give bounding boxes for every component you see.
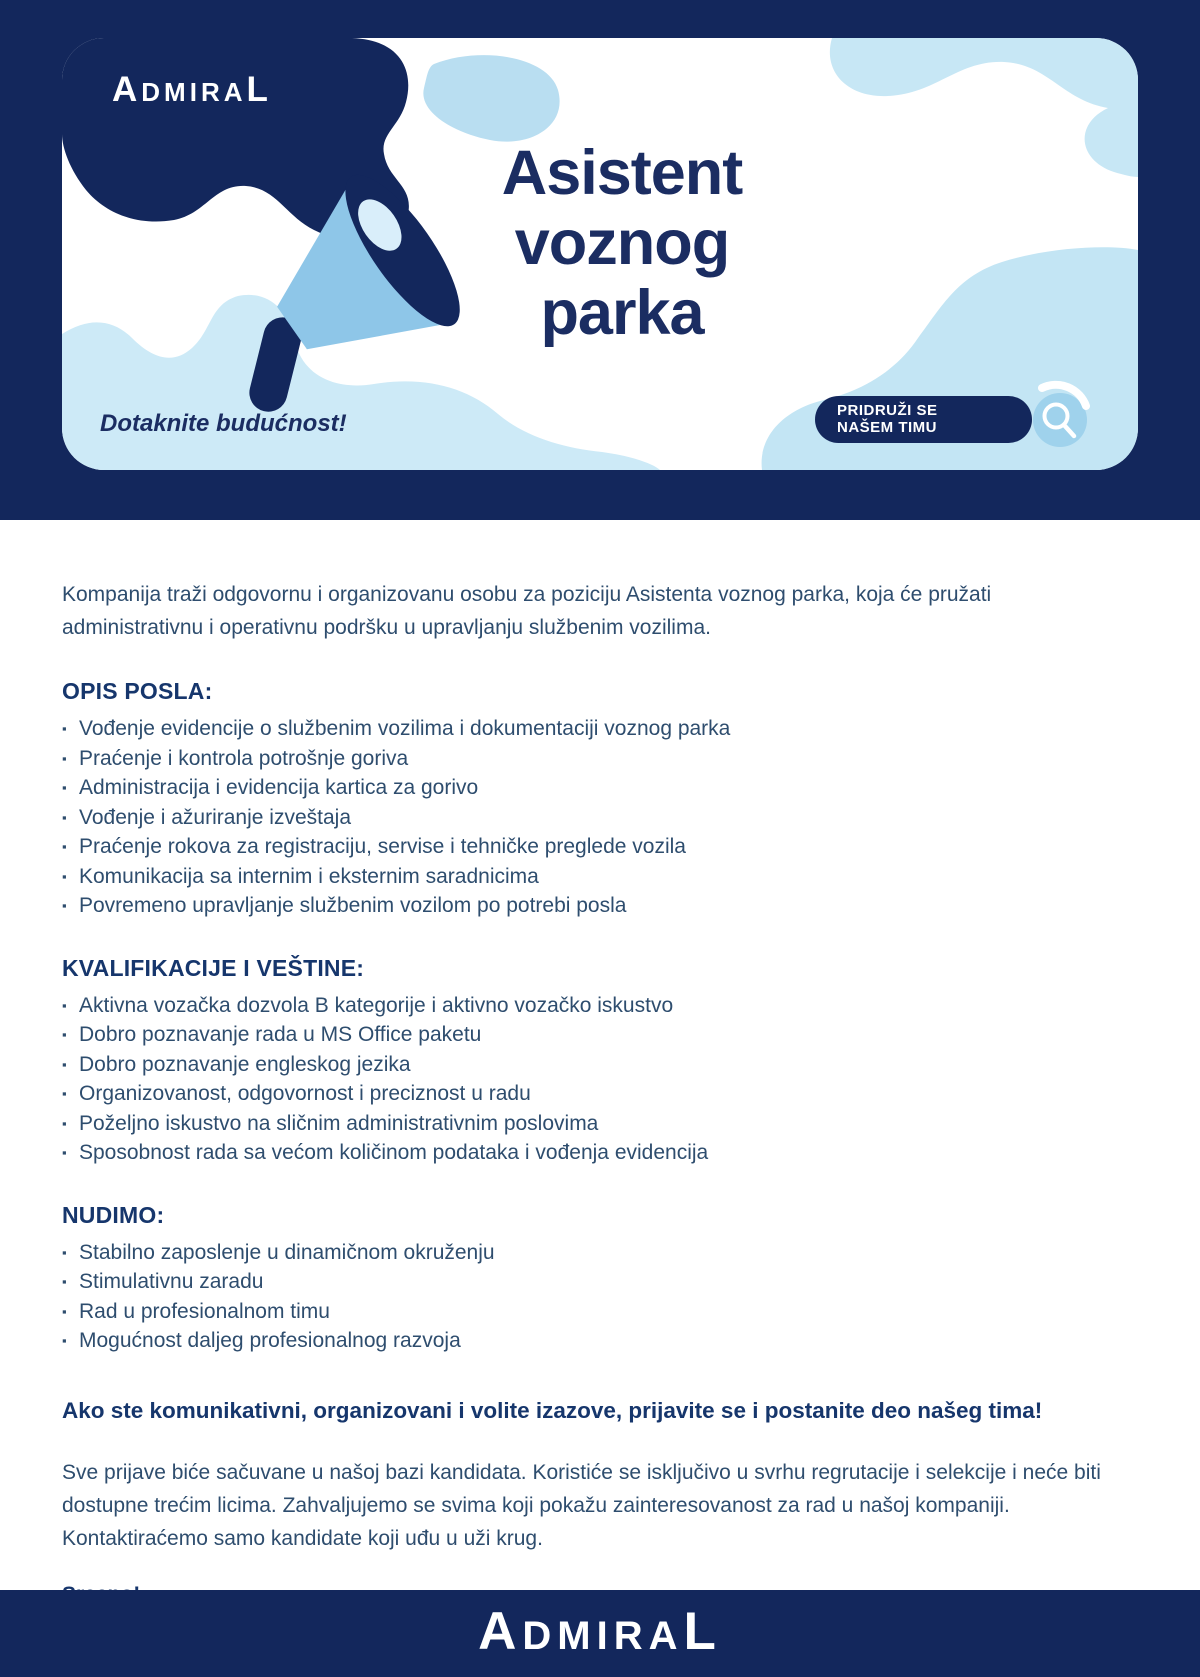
join-team-button[interactable] <box>815 396 1032 443</box>
join-button-line-2: NAŠEM TIMU <box>837 418 937 436</box>
hero-band <box>0 0 1200 520</box>
bullet-item: ▪ Sposobnost rada sa većom količinom podataka i vođenja evidencija <box>62 1138 1138 1168</box>
nudimo-list <box>62 1238 1138 1356</box>
blob-top-center <box>423 55 559 141</box>
footer-band <box>0 1590 1200 1677</box>
job-title-line-1: Asistent <box>501 138 743 208</box>
section-heading-kvalifikacije: KVALIFIKACIJE I VEŠTINE: <box>62 954 365 981</box>
bullet-item: ▪ Vođenje i ažuriranje izveštaja <box>62 803 1138 833</box>
bullet-item: ▪ Stimulativnu zaradu <box>62 1267 1138 1297</box>
logo-letter-a: A <box>112 70 142 109</box>
job-title <box>402 138 842 348</box>
hero-card <box>62 38 1138 470</box>
bullet-item: ▪ Organizovanost, odgovornost i preciznost u radu <box>62 1079 1138 1109</box>
bullet-item: ▪ Dobro poznavanje engleskog jezika <box>62 1050 1138 1080</box>
bullet-item: ▪ Praćenje i kontrola potrošnje goriva <box>62 744 1138 774</box>
bullet-item: ▪ Aktivna vozačka dozvola B kategorije i aktivno vozačko iskustvo <box>62 991 1138 1021</box>
footer-logo-letter-l: L <box>683 1601 722 1661</box>
opis-posla-list <box>62 714 1138 921</box>
footer-logo-letter-a: A <box>478 1601 523 1661</box>
kvalifikacije-list <box>62 991 1138 1168</box>
bullet-item: ▪ Dobro poznavanje rada u MS Office paketu <box>62 1020 1138 1050</box>
header-brand-logo <box>112 72 272 110</box>
bullet-item: ▪ Poželjno iskustvo na sličnim administrativnim poslovima <box>62 1109 1138 1139</box>
search-badge-circle <box>1033 393 1087 447</box>
bullet-item: ▪ Komunikacija sa internim i eksternim saradnicima <box>62 862 1138 892</box>
blob-top-right <box>830 38 1138 177</box>
bullet-item: ▪ Povremeno upravljanje službenim vozilom po potrebi posla <box>62 891 1138 921</box>
closing-paragraph: Sve prijave biće sačuvane u našoj bazi kandidata. Koristiće se isključivo u svrhu regrutacije i selekcije i neće biti dostupne trećim licima. Zahvaljujemo se svima koji pokažu zainteresovanost za rad u našoj kompaniji. Kontaktiraćemo samo kandidate koji uđu u uži krug. <box>62 1460 1101 1550</box>
tagline: Dotaknite budućnost! <box>100 410 347 437</box>
bullet-item: ▪ Rad u profesionalnom timu <box>62 1297 1138 1327</box>
intro-paragraph: Kompanija traži odgovornu i organizovanu osobu za poziciju Asistenta voznog parka, koja će pružati administrativnu i operativnu podršku u upravljanju službenim vozilima. <box>62 583 992 639</box>
bullet-item: ▪ Praćenje rokova za registraciju, servise i tehničke preglede vozila <box>62 832 1138 862</box>
job-title-line-2: voznog <box>514 208 730 278</box>
section-heading-nudimo: NUDIMO: <box>62 1201 165 1228</box>
bullet-item: ▪ Vođenje evidencije o službenim vozilima i dokumentaciji voznog parka <box>62 714 1138 744</box>
footer-brand-logo <box>478 1601 722 1662</box>
job-description-body <box>0 520 1200 1607</box>
logo-letter-l: L <box>246 70 272 109</box>
section-heading-opis-posla: OPIS POSLA: <box>62 678 213 704</box>
bullet-item: ▪ Mogućnost daljeg profesionalnog razvoja <box>62 1326 1138 1356</box>
logo-letters-mid: DMIRA <box>141 77 247 107</box>
cta-line: Ako ste komunikativni, organizovani i volite izazove, prijavite se i postanite deo našeg tima! <box>62 1397 1043 1423</box>
footer-logo-letters-mid: DMIRA <box>522 1613 684 1658</box>
join-button-line-1: PRIDRUŽI SE <box>837 402 938 419</box>
job-title-line-3: parka <box>540 278 704 348</box>
bullet-item: ▪ Administracija i evidencija kartica za gorivo <box>62 773 1138 803</box>
bullet-item: ▪ Stabilno zaposlenje u dinamičnom okruženju <box>62 1238 1138 1268</box>
